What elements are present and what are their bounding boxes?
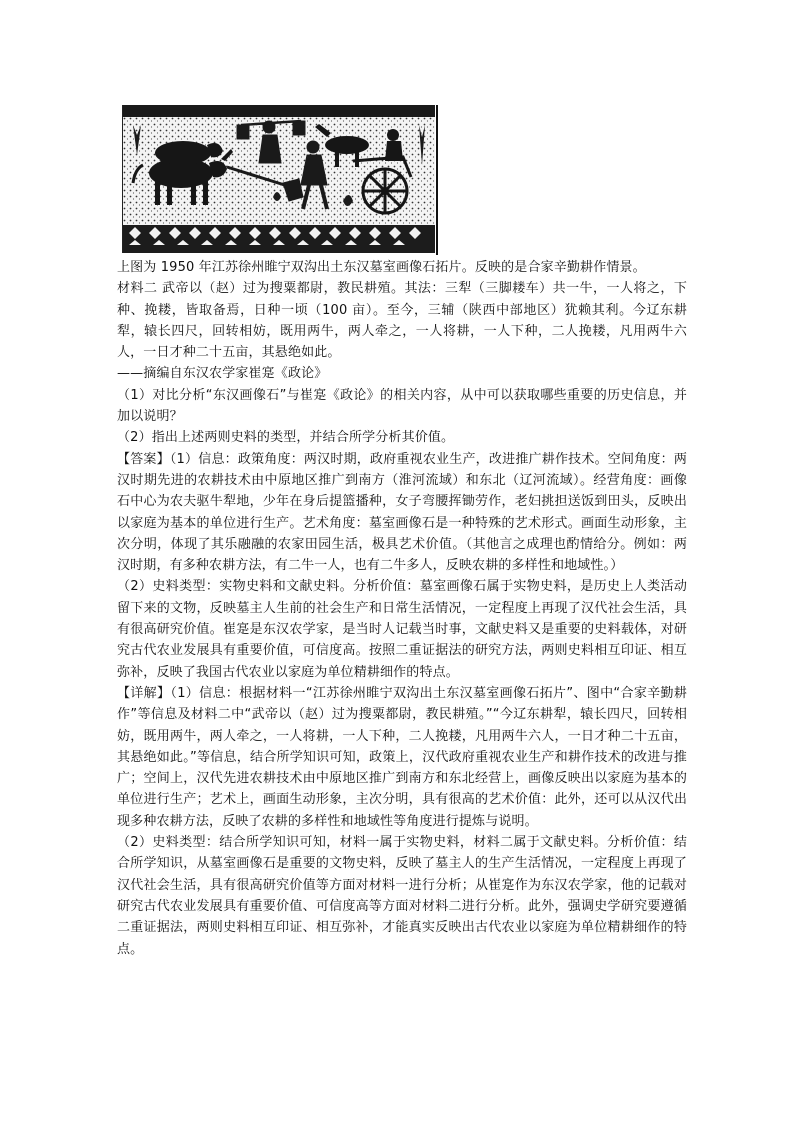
figure-caption: 上图为 1950 年江苏徐州睢宁双沟出土东汉墓室画像石拓片。反映的是合家辛勤耕作情景。 [117, 260, 646, 275]
question-two: （2）指出上述两则史料的类型，并结合所学分析其价值。 [117, 430, 455, 446]
material-two-paragraph: 材料二 武帝以（赵）过为搜粟都尉，教民耕殖。其法：三犁（三脚耧车）共一牛，一人将之，下种、挽耧，皆取备焉，日种一顷（100 亩）。至今，三辅（陕西中部地区）犹赖其利。今辽东耕犁，辕长四尺，回转相妨，既用两牛，两人牵之，一人将耕，一人下种，二人挽耧，凡用两牛六人，一日才种二十五亩，其悬绝如此。 [117, 281, 687, 361]
explanation-part-one: 【详解】（1）信息：根据材料一“江苏徐州睢宁双沟出土东汉墓室画像石拓片”、图中“合家辛勤耕作”等信息及材料二中“武帝以（赵）过为搜粟都尉，教民耕殖。”“今辽东耕犁，辕长四尺，回转相妨，既用两牛，两人牵之，一人将耕，一人下种，二人挽耧，凡用两牛六人，一日才种二十五亩，其悬绝如此。”等信息，结合所学知识可知，政策上，汉代政府重视农业生产和耕作技术的改进与推广；空间上，汉代先进农耕技术由中原地区推广到南方和东北经营上，画像反映出以家庭为基本的单位进行生产；艺术上，画面生动形象，主次分明，具有很高的艺术价值：此外，还可以从汉代出现多种农耕方法，反映了农耕的多样性和地域性等角度进行提炼与说明。 [117, 685, 687, 829]
answer-part-one: 【答案】（1）信息：政策角度：两汉时期，政府重视农业生产，改进推广耕作技术。空间角度：两汉时期先进的农耕技术由中原地区推广到南方（淮河流域）和东北（辽河流域）。经营角度：画像石中心为农夫驱牛犁地，少年在身后提篮播种，女子弯腰挥锄劳作，老妇挑担送饭到田头，反映出以家庭为基本的单位进行生产。艺术角度：墓室画像石是一种特殊的艺术形式。画面生动形象，主次分明，体现了其乐融融的农家田园生活，极具艺术价值。（其他言之成理也酌情给分。例如：两汉时期，有多种农耕方法，有二牛一人，也有二牛多人，反映农耕的多样性和地域性。） [117, 451, 687, 574]
source-citation: ——摘编自东汉农学家崔寔《政论》 [117, 366, 328, 382]
stone-relief-rubbing-image [122, 105, 435, 253]
document-page [117, 105, 687, 960]
answer-part-two: （2）史料类型：实物史料和文献史料。分析价值：墓室画像石属于实物史料，是历史上人类活动留下来的文物，反映墓主人生前的社会生产和日常生活情况，一定程度上再现了汉代社会生活，具有很高研究价值。崔寔是东汉农学家，是当时人记载当时事，文献史料又是重要的史料载体，对研究古代农业发展具有重要价值，可信度高。按照二重证据法的研究方法，两则史料相互印证、相互弥补，反映了我国古代农业以家庭为单位精耕细作的特点。 [117, 579, 687, 680]
document-body [117, 257, 687, 960]
han-tomb-stone-relief-rubbing [123, 105, 435, 253]
explanation-part-two: （2）史料类型：结合所学知识可知，材料一属于实物史料，材料二属于文献史料。分析价值：结合所学知识，从墓室画像石是重要的文物史料，反映了墓主人的生产生活情况，一定程度上再现了汉代社会生活，具有很高研究价值等方面对材料一进行分析；从崔寔作为东汉农学家，他的记载对研究古代农业发展具有重要价值、可信度高等方面对材料二进行分析。此外，强调史学研究要遵循二重证据法，两则史料相互印证、相互弥补，才能真实反映出古代农业以家庭为单位精耕细作的特点。 [117, 835, 687, 957]
question-one: （1）对比分析“东汉画像石”与崔寔《政论》的相关内容，从中可以获取哪些重要的历史信息，并加以说明？ [117, 387, 687, 425]
image-edge-rule [436, 105, 438, 255]
